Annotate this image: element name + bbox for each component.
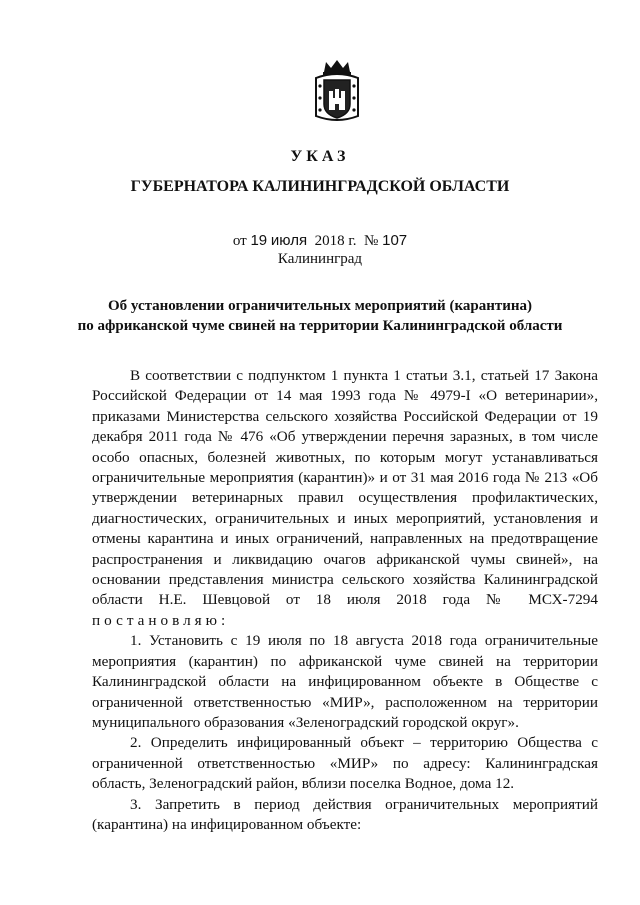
preamble-text: В соответствии с подпунктом 1 пункта 1 статьи 3.1, статьей 17 Закона Российской Федерации от 14 мая 1993 года № 4979-I «О ветеринарии», приказами Министерства сельского хозяйства Российской Федерации от 19 декабря 2011 года № 476 «Об утверждении перечня заразных, в том числе особо опасных, болезней животных, по которым могут устанавливаться ограничительные мероприятия (карантин)» и от 31 мая 2016 года № 213 «Об утверждении ветеринарных правил осуществления профилактических, диагностических, ограничительных и иных мероприятий, установления и отмены карантина и иных ограничений, направленных на предотвращение распространения и ликвидацию очагов африканской чумы свиней», на основании представления министра сельского хозяйства Калининградской области Н.Е. Шевцовой от 18 июля 2018 года № МСХ-7294 bbox=[92, 367, 598, 609]
date-month: июля bbox=[270, 232, 308, 249]
date-prefix: от bbox=[232, 233, 247, 249]
date-year: 2018 г. bbox=[314, 233, 357, 249]
date-day: 19 bbox=[250, 232, 268, 249]
kaliningrad-coat-of-arms-icon bbox=[312, 58, 362, 126]
subject-line-1: Об установлении ограничительных мероприятий (карантина) bbox=[107, 298, 532, 314]
preamble-paragraph bbox=[92, 366, 598, 631]
item-3: 3. Запретить в период действия ограничительных мероприятий (карантина) на инфицированном объекте: bbox=[92, 795, 598, 833]
item-1: 1. Установить с 19 июля по 18 августа 2018 года ограничительные мероприятия (карантин) по африканской чуме свиней на территории Калининградской области на инфицированном объекте в Обществе с ограниченной ответственностью «МИР», расположенном на территории муниципального образования «Зеленоградский городской округ». bbox=[92, 632, 598, 731]
decree-subject bbox=[0, 296, 640, 336]
item-2: 2. Определить инфицированный объект – территорию Общества с ограниченной ответственностью «МИР» по адресу: Калининградская область, Зеленоградский район, вблизи поселка Водное, дома 12. bbox=[92, 734, 598, 793]
decree-body bbox=[92, 366, 598, 835]
number-sign: № bbox=[364, 233, 379, 249]
subject-line-2: по африканской чуме свиней на территории Калининградской области bbox=[77, 318, 563, 334]
document-type: УКАЗ bbox=[290, 148, 350, 165]
city: Калининград bbox=[277, 251, 363, 267]
decree-number: 107 bbox=[382, 232, 408, 249]
decree-word: постановляю: bbox=[92, 611, 230, 629]
date-line bbox=[0, 232, 640, 250]
issuer-title: ГУБЕРНАТОРА КАЛИНИНГРАДСКОЙ ОБЛАСТИ bbox=[130, 178, 510, 195]
